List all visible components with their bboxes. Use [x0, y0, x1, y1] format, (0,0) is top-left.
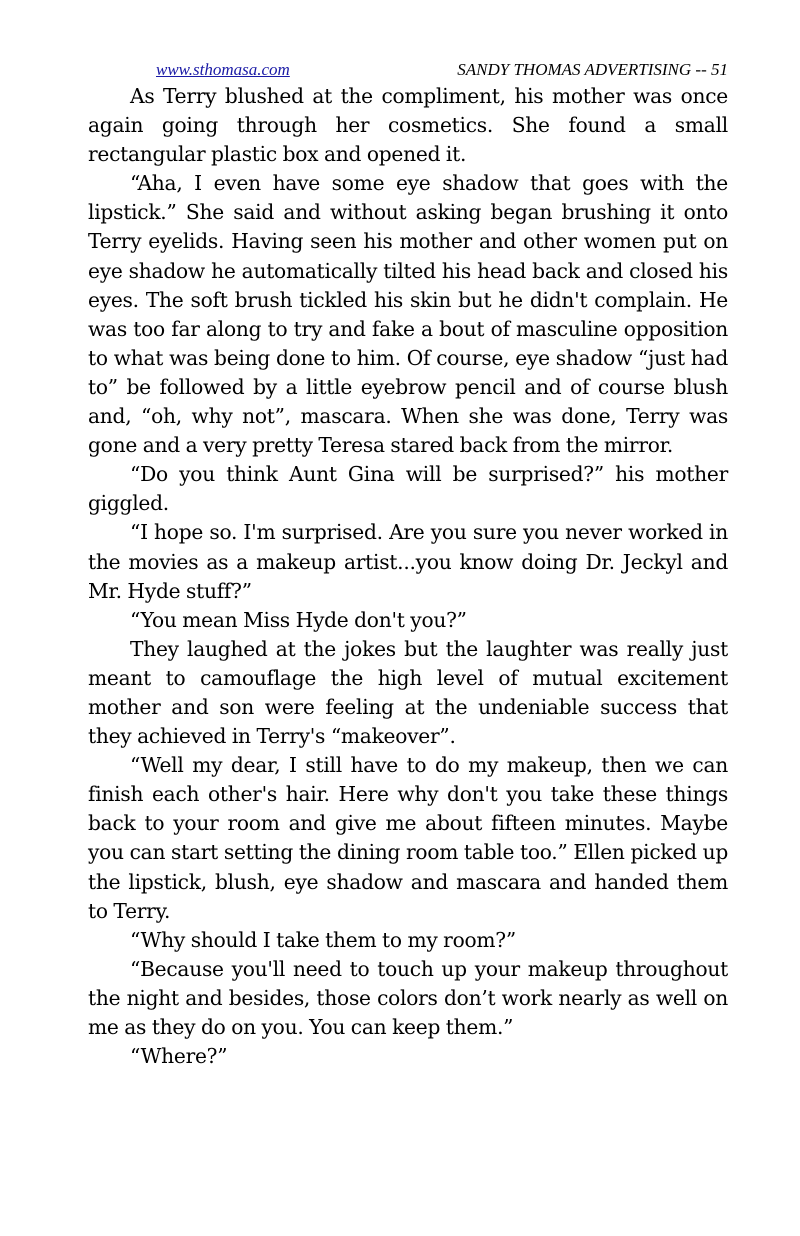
paragraph: “Why should I take them to my room?”: [130, 927, 516, 952]
paragraph: “Because you'll need to touch up your makeup throughout the night and besides, those colors don’t work nearly as well on me as they do on you. You can keep them.”: [88, 956, 728, 1039]
paragraph: “Aha, I even have some eye shadow that goes with the lipstick.” She said and without asking began brushing it onto Terry eyelids. Having seen his mother and other women put on eye shadow he automatically tilted his head back and closed his eyes. The soft brush tickled his skin but he didn't complain. He was too far along to try and fake a bout of masculine opposition to what was being done to him. Of course, eye shadow “just had to” be followed by a little eyebrow pencil and of course blush and, “oh, why not”, mascara. When she was done, Terry was gone and a very pretty Teresa stared back from the mirror.: [88, 171, 728, 458]
body-text: [88, 82, 728, 1071]
page-header: [88, 58, 728, 82]
paragraph: “Well my dear, I still have to do my makeup, then we can finish each other's hair. Here why don't you take these things back to your room and give me about fifteen minutes. Maybe you can start setting the dining room table too.” Ellen picked up the lipstick, blush, eye shadow and mascara and handed them to Terry.: [88, 753, 728, 923]
website-link[interactable]: www.sthomasa.com: [156, 60, 290, 79]
paragraph: “I hope so. I'm surprised. Are you sure you never worked in the movies as a makeup artist...you know doing Dr. Jeckyl and Mr. Hyde stuff?”: [88, 520, 728, 603]
paragraph: “Where?”: [130, 1044, 228, 1069]
paragraph: “You mean Miss Hyde don't you?”: [130, 607, 467, 632]
paragraph: They laughed at the jokes but the laughter was really just meant to camouflage the high level of mutual excitement mother and son were feeling at the undeniable success that they achieved in Terry's “makeover”.: [88, 636, 728, 749]
document-page: [88, 58, 728, 1071]
paragraph: As Terry blushed at the compliment, his mother was once again going through her cosmetics. She found a small rectangular plastic box and opened it.: [88, 84, 728, 167]
running-head: SANDY THOMAS ADVERTISING -- 51: [457, 60, 728, 79]
paragraph: “Do you think Aunt Gina will be surprised?” his mother giggled.: [88, 462, 728, 516]
